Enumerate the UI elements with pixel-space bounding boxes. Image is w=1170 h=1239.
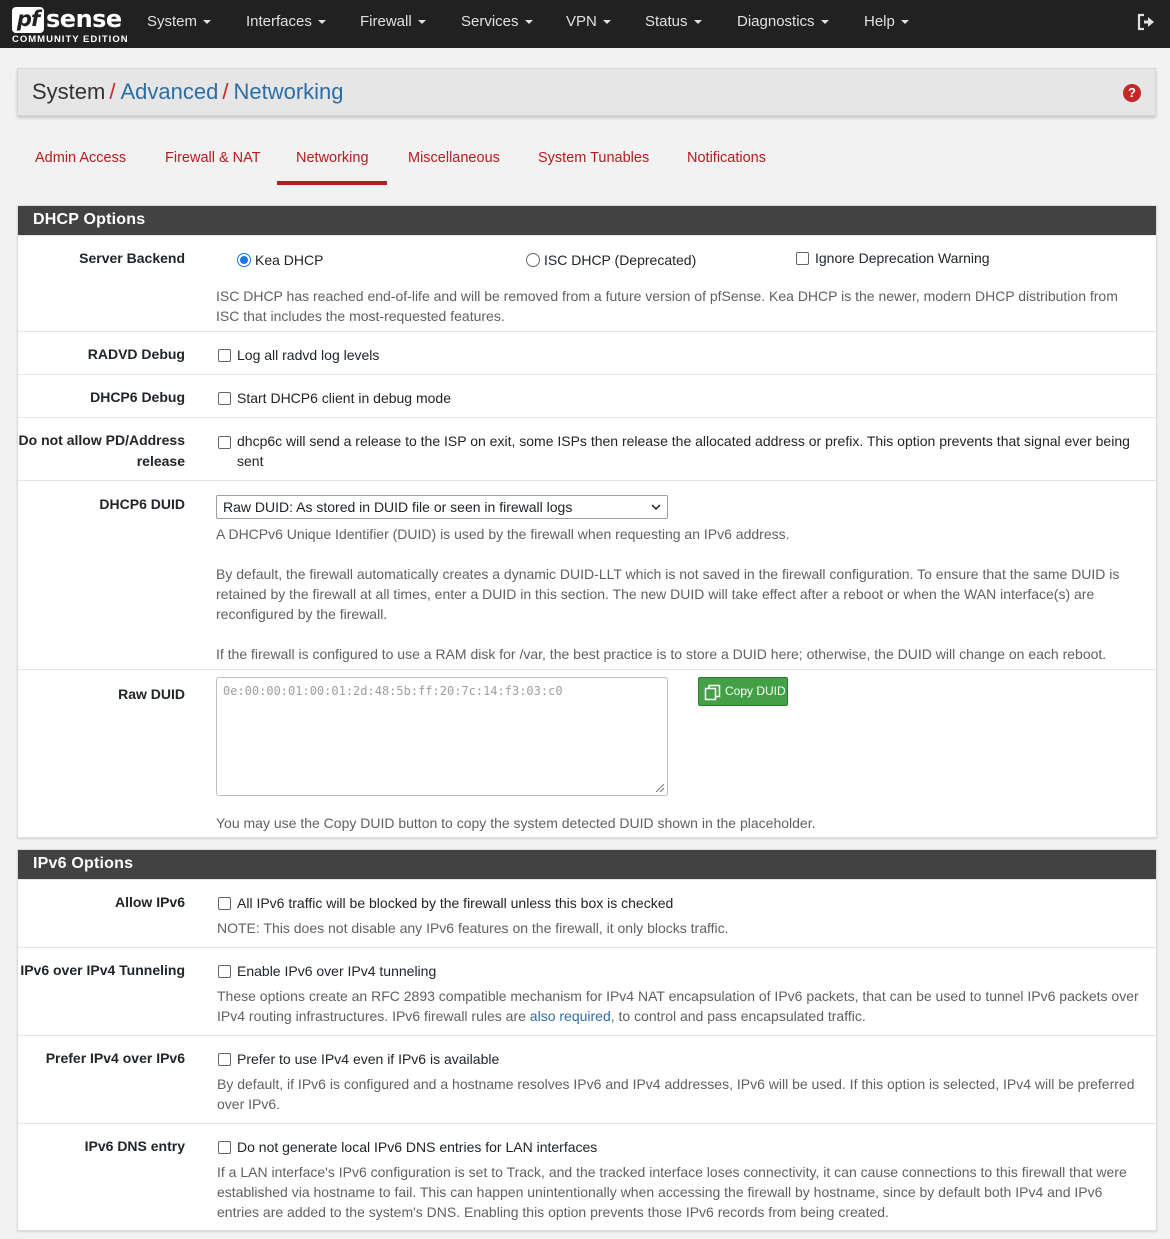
copy-duid-button[interactable]: Copy DUID [698,677,788,706]
caret-down-icon [821,20,829,24]
tab-firewall-nat[interactable]: Firewall & NAT [165,150,261,166]
field-label: Do not allow PD/Address release [18,432,185,469]
ipv6-dns-row [18,1123,1156,1231]
active-tab-indicator [277,181,387,185]
caret-down-icon [318,20,326,24]
caret-down-icon [418,20,426,24]
duid-type-select[interactable]: Raw DUID: As stored in DUID file or seen in firewall logs [216,495,668,519]
field-label: Allow IPv6 [114,894,185,910]
nav-menu-help[interactable]: Help [864,13,909,30]
field-label: Raw DUID [118,686,185,702]
pd-release-label: dhcp6c will send a release to the ISP on exit, some ISPs then release the allocated address or prefix. This option prevents that signal ever being sent [237,433,1130,469]
prefer-ipv4-help: By default, if IPv6 is configured and a hostname resolves IPv6 and IPv4 addresses, IPv6 will be used. If this option is selected, IPv4 will be preferred over IPv6. [217,1076,1135,1112]
breadcrumb [17,68,1156,116]
nav-menu-vpn[interactable]: VPN [566,13,611,30]
also-required-link[interactable]: also required [529,1008,611,1024]
nav-menu-interfaces[interactable]: Interfaces [246,13,326,30]
raw-duid-textarea[interactable]: 0e:00:00:01:00:01:2d:48:5b:ff:20:7c:14:f3:03:c0 [216,677,668,796]
field-label: IPv6 over IPv4 Tunneling [20,962,185,978]
caret-down-icon [901,20,909,24]
checkbox-icon [218,1053,231,1066]
checkbox-icon [218,349,231,362]
tab-system-tunables[interactable]: System Tunables [538,150,650,166]
kea-dhcp-radio[interactable]: Kea DHCP [237,250,323,270]
field-label: Prefer IPv4 over IPv6 [45,1050,185,1066]
breadcrumb-advanced-link[interactable]: Advanced [120,79,219,104]
dhcp6-debug-row [18,374,1156,417]
pd-release-row [18,417,1156,480]
caret-down-icon [525,20,533,24]
caret-down-icon [603,20,611,24]
radio-icon [526,253,540,267]
raw-duid-row [18,669,1156,837]
help-text: ISC DHCP has reached end-of-life and will be removed from a future version of pfSense. Kea DHCP is the newer, modern DHCP distribution from ISC that includes the most-requested features. [216,288,1118,324]
dhcp-options-panel [17,205,1157,838]
duid-help-2: By default, the firewall automatically creates a dynamic DUID-LLT which is not saved in the firewall configuration. To ensure that the same DUID is retained by the firewall at all times, enter a DUID in this section. The new DUID will take effect after a reboot or when the WAN interface(s) are reconfigured by the firewall. [216,566,1120,622]
radio-selected-icon [237,253,251,267]
logo-pf-mark: pf [12,7,44,33]
duid-help-1: A DHCPv6 Unique Identifier (DUID) is used by the firewall when requesting an IPv6 address. [216,526,790,542]
ignore-deprecation-checkbox[interactable]: Ignore Deprecation Warning [796,248,990,268]
pfsense-logo[interactable] [12,4,129,45]
ipv6-dns-help: If a LAN interface's IPv6 configuration is set to Track, and the tracked interface loses connectivity, it can cause connections to this firewall that were established via hostname to fail. This can happen unintentionally when accessing the firewall by hostname, since by default both IPv4 and IPv6 entries are added to the system's DNS. Enabling this option prevents those IPv6 records from being created. [217,1164,1127,1220]
checkbox-icon [218,436,231,449]
checkbox-icon [218,1141,231,1154]
tab-admin-access[interactable]: Admin Access [35,150,127,166]
tab-notifications[interactable]: Notifications [687,150,766,166]
dhcp6-debug-checkbox[interactable]: Start DHCP6 client in debug mode [218,388,451,408]
copy-icon [704,684,721,701]
server-backend-row [18,235,1156,331]
panel-title: DHCP Options [18,206,1156,235]
checkbox-icon [796,252,809,265]
allow-ipv6-row [18,879,1156,947]
duid-help-3: If the firewall is configured to use a RAM disk for /var, the best practice is to store a DUID here; otherwise, the DUID will change on each reboot. [216,646,1107,662]
tab-miscellaneous[interactable]: Miscellaneous [408,150,500,166]
raw-duid-help: You may use the Copy DUID button to copy the system detected DUID shown in the placeholder. [216,815,816,831]
help-question-icon[interactable]: ? [1123,84,1141,102]
logo-edition: COMMUNITY EDITION [12,34,129,45]
field-label: IPv6 DNS entry [84,1138,185,1154]
nav-menu-diagnostics[interactable]: Diagnostics [737,13,829,30]
radvd-debug-row [18,331,1156,374]
prefer-ipv4-row [18,1035,1156,1123]
allow-ipv6-checkbox[interactable]: All IPv6 traffic will be blocked by the firewall unless this box is checked [218,893,673,913]
ipv6-tunneling-row [18,947,1156,1035]
nav-menu-services[interactable]: Services [461,13,533,30]
checkbox-icon [218,392,231,405]
prefer-ipv4-checkbox[interactable]: Prefer to use IPv4 even if IPv6 is available [218,1049,499,1069]
caret-down-icon [694,20,702,24]
breadcrumb-separator: / [109,79,116,104]
ipv6-options-panel [17,849,1157,1231]
nav-menu-status[interactable]: Status [645,13,702,30]
ipv6-dns-checkbox[interactable]: Do not generate local IPv6 DNS entries for LAN interfaces [218,1137,597,1157]
isc-dhcp-radio[interactable]: ISC DHCP (Deprecated) [526,250,696,270]
top-navbar [0,0,1170,48]
field-label: RADVD Debug [87,346,185,362]
ipv6-tunneling-checkbox[interactable]: Enable IPv6 over IPv4 tunneling [218,961,436,981]
field-label: DHCP6 DUID [99,496,185,512]
breadcrumb-system: System [32,79,106,104]
nav-menu-system[interactable]: System [147,13,211,30]
breadcrumb-separator: / [222,79,229,104]
dhcp6-duid-row [18,480,1156,669]
logout-icon[interactable] [1136,12,1156,32]
chevron-down-icon [651,504,661,511]
checkbox-icon [218,897,231,910]
resize-handle-icon[interactable] [653,781,665,793]
allow-ipv6-help: NOTE: This does not disable any IPv6 features on the firewall, it only blocks traffic. [217,920,729,936]
panel-title: IPv6 Options [18,850,1156,879]
tab-networking[interactable]: Networking [296,150,369,166]
field-label: DHCP6 Debug [90,389,185,405]
caret-down-icon [203,20,211,24]
pd-release-checkbox[interactable] [218,434,237,450]
logo-wordmark: sense [46,5,122,33]
nav-menu-firewall[interactable]: Firewall [360,13,426,30]
radvd-debug-checkbox[interactable]: Log all radvd log levels [218,345,379,365]
ipv6-tunneling-help: These options create an RFC 2893 compatible mechanism for IPv4 NAT encapsulation of IPv6 packets, that can be used to tunnel IPv6 packets over IPv4 routing infrastructures. IPv6 firewall rules are also required, to control and pass encapsulated traffic. [217,988,1139,1024]
field-label: Server Backend [79,250,185,266]
breadcrumb-networking-link[interactable]: Networking [233,79,344,104]
checkbox-icon [218,965,231,978]
